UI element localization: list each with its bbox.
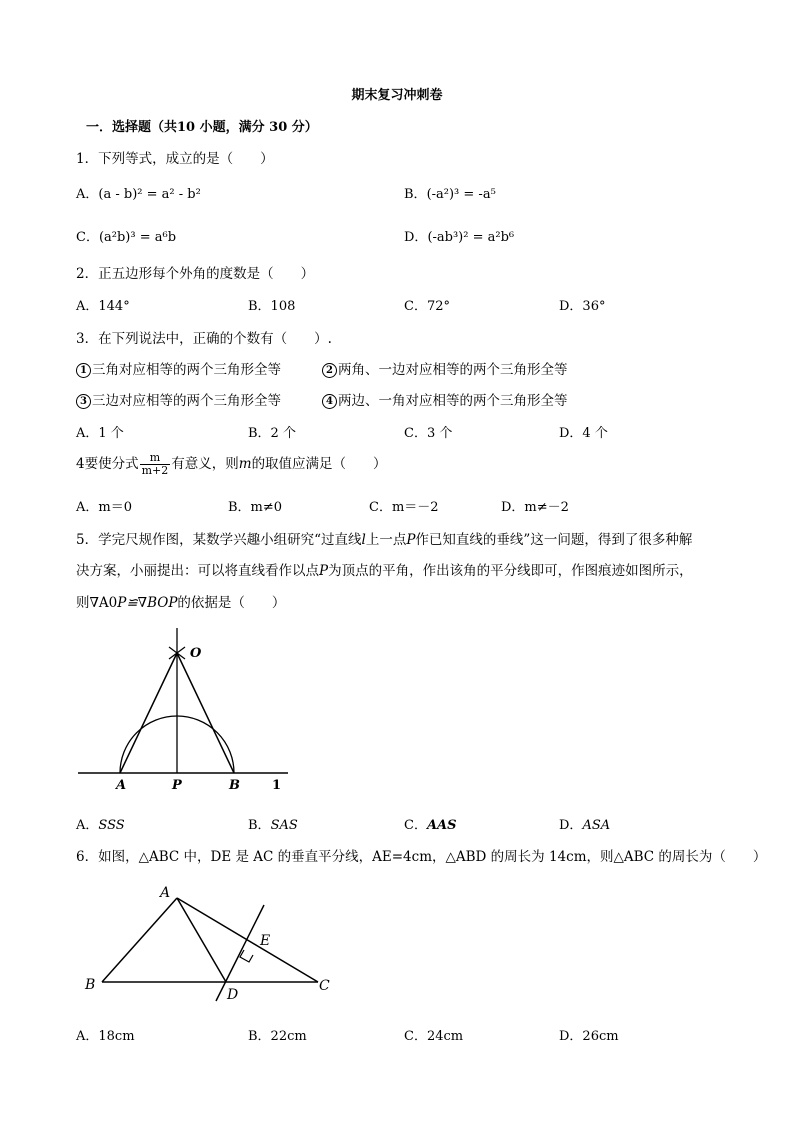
q6-label-e: E bbox=[260, 933, 271, 949]
q3-statement-4-number: 4 bbox=[322, 394, 337, 409]
q3-statement-1 bbox=[76, 358, 281, 378]
q6-label-c: C bbox=[319, 978, 330, 994]
q5-option-d-label: D． bbox=[559, 818, 583, 833]
q4-option-d[interactable]: D．m≠－2 bbox=[501, 500, 569, 515]
q2-option-c[interactable]: C．72° bbox=[404, 299, 450, 314]
q3-statement-2-number: 2 bbox=[322, 363, 337, 378]
q5-option-b-label: B． bbox=[248, 818, 271, 833]
q1-option-b-label: B． bbox=[404, 187, 427, 202]
q3-statement-1-text: 三角对应相等的两个三角形全等 bbox=[92, 362, 281, 378]
q5-option-c-label: C． bbox=[404, 818, 427, 833]
q5-point-p: P bbox=[406, 532, 416, 548]
q5-segment-bo bbox=[177, 653, 234, 773]
q6-segment-ab bbox=[102, 898, 177, 982]
q2-option-a[interactable]: A．144° bbox=[76, 299, 130, 314]
q6-label-b: B bbox=[85, 977, 96, 993]
q4-option-a[interactable]: A．m＝0 bbox=[76, 500, 132, 515]
q5-option-c[interactable] bbox=[404, 814, 457, 833]
q3-statement-1-number: 1 bbox=[76, 363, 91, 378]
q2-option-d[interactable]: D．36° bbox=[559, 299, 606, 314]
q1-option-d-expr: (-ab³)² = a²b⁶ bbox=[427, 230, 515, 245]
q4-option-c[interactable]: C．m＝－2 bbox=[369, 500, 439, 515]
q3-statement-3-number: 3 bbox=[76, 394, 91, 409]
q5-text: 为顶点的平角，作出该角的平分线即可，作图痕迹如图所示， bbox=[328, 563, 693, 579]
q4-variable: m bbox=[238, 456, 252, 472]
q2-option-b[interactable]: B．108 bbox=[248, 299, 296, 314]
q5-option-b-text: SAS bbox=[270, 818, 298, 833]
q5-label-a: A bbox=[116, 778, 127, 793]
q6-perpendicular-bisector bbox=[216, 905, 264, 1001]
q2-stem: 2．正五边形每个外角的度数是（ ） bbox=[76, 266, 315, 282]
q4-stem bbox=[76, 452, 387, 477]
q5-text: 上一点 bbox=[365, 532, 407, 548]
q5-label-p: P bbox=[172, 778, 182, 793]
q5-segment-ao bbox=[120, 653, 177, 773]
q5-option-a-label: A． bbox=[76, 818, 99, 833]
q4-stem-pre: 4要使分式 bbox=[76, 456, 139, 472]
q5-text: 5．学完尺规作图，某数学兴趣小组研究“过直线 bbox=[76, 532, 362, 548]
q5-text: 作已知直线的垂线”这一问题，得到了很多种解 bbox=[415, 532, 693, 548]
q3-option-b[interactable]: B．2 个 bbox=[248, 426, 296, 441]
q1-option-b[interactable] bbox=[404, 183, 496, 202]
section-heading: 一．选择题（共10 小题，满分 30 分） bbox=[86, 120, 318, 135]
q6-label-d: D bbox=[227, 987, 239, 1003]
q3-statement-2 bbox=[322, 358, 568, 378]
q6-option-b[interactable]: B．22cm bbox=[248, 1029, 307, 1044]
q3-statement-3-text: 三边对应相等的两个三角形全等 bbox=[92, 393, 281, 409]
q5-option-d[interactable] bbox=[559, 814, 610, 833]
q1-option-a-label: A． bbox=[76, 187, 99, 202]
q1-option-b-expr: (-a²)³ = -a⁵ bbox=[426, 187, 496, 202]
q5-stem-line-2 bbox=[76, 559, 693, 579]
q6-label-a: A bbox=[160, 885, 171, 901]
q3-statement-4-text: 两边、一角对应相等的两个三角形全等 bbox=[338, 393, 568, 409]
q6-segment-ad bbox=[177, 898, 226, 982]
q5-text: 则∇A0 bbox=[76, 595, 118, 611]
q6-option-a[interactable]: A．18cm bbox=[76, 1029, 135, 1044]
q6-figure bbox=[80, 875, 350, 1010]
q3-stem: 3．在下列说法中，正确的个数有（ ）. bbox=[76, 331, 332, 347]
q4-fraction bbox=[140, 452, 171, 477]
q6-stem: 6．如图，△ABC 中，DE 是 AC 的垂直平分线，AE=4cm，△ABD 的周长为 14cm，则△ABC 的周长为（ ） bbox=[76, 849, 767, 865]
q3-statement-2-text: 两角、一边对应相等的两个三角形全等 bbox=[338, 362, 568, 378]
q5-option-a[interactable] bbox=[76, 814, 125, 833]
q5-text: 的依据是（ ） bbox=[177, 595, 286, 611]
q3-option-c[interactable]: C．3 个 bbox=[404, 426, 453, 441]
q4-option-b[interactable]: B．m≠0 bbox=[228, 500, 283, 515]
q5-congruence: P≌∇BOP bbox=[117, 595, 178, 611]
q5-point-p: P bbox=[319, 563, 329, 579]
q5-option-c-text: AAS bbox=[426, 818, 457, 833]
q1-option-c-expr: (a²b)³ = a⁶b bbox=[98, 230, 177, 245]
q5-label-b: B bbox=[229, 778, 240, 793]
q4-fraction-numerator: m bbox=[140, 452, 171, 465]
q3-option-a[interactable]: A．1 个 bbox=[76, 426, 124, 441]
q3-statement-4 bbox=[322, 389, 568, 409]
q3-statement-3 bbox=[76, 389, 281, 409]
q1-option-d[interactable] bbox=[404, 226, 514, 245]
q5-line-l: l bbox=[361, 532, 366, 548]
q1-option-a[interactable] bbox=[76, 183, 201, 202]
q5-figure bbox=[70, 620, 300, 800]
q4-stem-post: 的取值应满足（ ） bbox=[251, 456, 387, 472]
q5-text: 决方案，小丽提出：可以将直线看作以点 bbox=[76, 563, 319, 579]
q5-option-a-text: SSS bbox=[98, 818, 125, 833]
q1-option-c-label: C． bbox=[76, 230, 99, 245]
q5-label-o: O bbox=[190, 646, 202, 661]
q6-option-d[interactable]: D．26cm bbox=[559, 1029, 619, 1044]
q6-segment-ac bbox=[177, 898, 318, 982]
q1-option-d-label: D． bbox=[404, 230, 428, 245]
q5-label-line: 1 bbox=[272, 778, 282, 793]
q5-option-d-text: ASA bbox=[582, 818, 611, 833]
q5-stem-line-3 bbox=[76, 591, 285, 611]
q3-option-d[interactable]: D．4 个 bbox=[559, 426, 608, 441]
q5-stem-line-1 bbox=[76, 528, 692, 548]
q6-option-c[interactable]: C．24cm bbox=[404, 1029, 464, 1044]
q1-stem: 1．下列等式，成立的是（ ） bbox=[76, 151, 274, 167]
q6-right-angle-mark bbox=[240, 950, 253, 962]
q4-stem-mid: 有意义，则 bbox=[171, 456, 239, 472]
q1-option-c[interactable] bbox=[76, 226, 176, 245]
q5-option-b[interactable] bbox=[248, 814, 298, 833]
page-title: 期末复习冲刺卷 bbox=[351, 88, 443, 103]
q1-option-a-expr: (a - b)² = a² - b² bbox=[98, 187, 201, 202]
q4-fraction-denominator: m+2 bbox=[141, 464, 169, 477]
